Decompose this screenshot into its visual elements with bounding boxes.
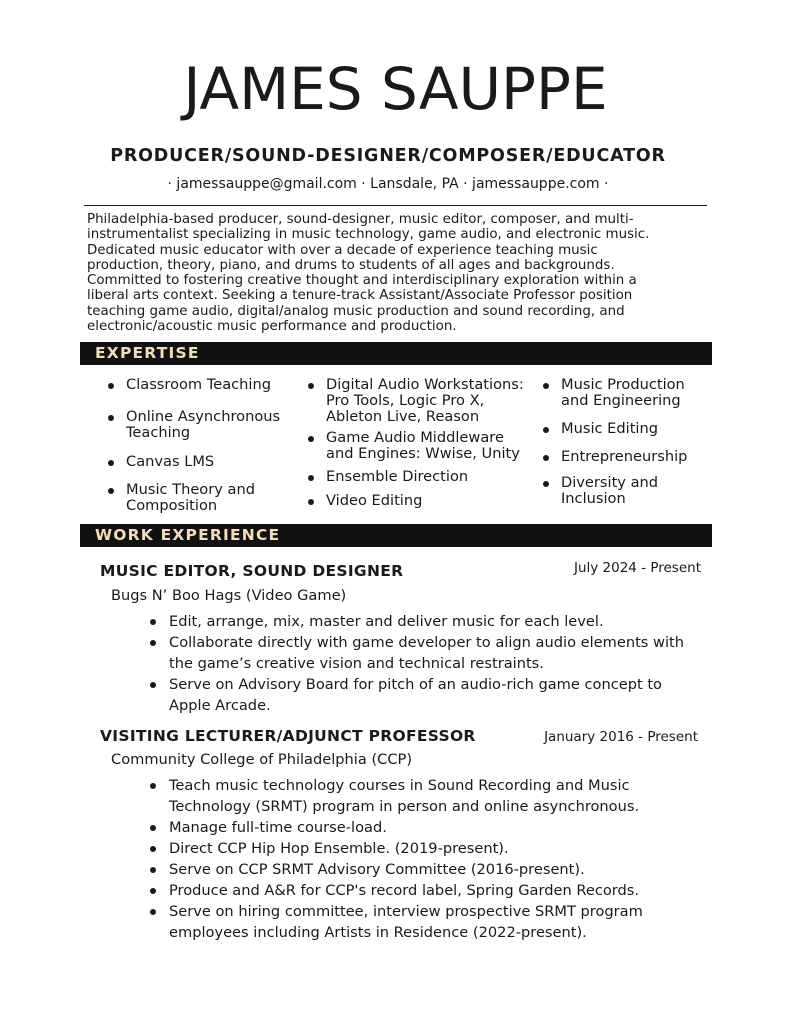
summary-line: electronic/acoustic music performance and production. bbox=[87, 319, 457, 335]
expertise-section-header bbox=[80, 342, 712, 365]
expertise-item: Classroom Teaching bbox=[106, 377, 296, 393]
expertise-column-2 bbox=[306, 377, 536, 509]
expertise-item: Diversity and Inclusion bbox=[541, 475, 711, 507]
expertise-item: Music Theory and Composition bbox=[106, 482, 296, 514]
expertise-item: Canvas LMS bbox=[106, 454, 296, 470]
contact-line: · jamessauppe@gmail.com · Lansdale, PA · jamessauppe.com · bbox=[167, 176, 609, 192]
work-heading: WORK EXPERIENCE bbox=[95, 526, 281, 544]
job-title: VISITING LECTURER/ADJUNCT PROFESSOR bbox=[100, 727, 476, 745]
job-duties bbox=[147, 775, 707, 943]
duty-item: Serve on CCP SRMT Advisory Committee (2016-present). bbox=[147, 859, 707, 880]
expertise-item: Ensemble Direction bbox=[306, 469, 536, 485]
expertise-item: Digital Audio Workstations: Pro Tools, Logic Pro X, Ableton Live, Reason bbox=[306, 377, 536, 425]
duty-item: Edit, arrange, mix, master and deliver music for each level. bbox=[147, 611, 707, 632]
duty-item: Collaborate directly with game developer to align audio elements with the game’s creative vision and technical restraints. bbox=[147, 632, 707, 674]
expertise-item: Video Editing bbox=[306, 493, 536, 509]
job-organization: Community College of Philadelphia (CCP) bbox=[111, 751, 413, 768]
expertise-column-3 bbox=[541, 377, 711, 507]
summary-line: teaching game audio, digital/analog music production and sound recording, and bbox=[87, 303, 625, 319]
job-duties bbox=[147, 611, 707, 716]
duty-item: Teach music technology courses in Sound Recording and Music Technology (SRMT) program in person and online asynchronous. bbox=[147, 775, 707, 817]
duty-item: Serve on Advisory Board for pitch of an audio-rich game concept to Apple Arcade. bbox=[147, 674, 707, 716]
expertise-item: Online Asynchronous Teaching bbox=[106, 409, 296, 441]
work-section-header bbox=[80, 524, 712, 547]
summary-line: Dedicated music educator with over a decade of experience teaching music bbox=[87, 242, 598, 258]
job-date: July 2024 - Present bbox=[573, 560, 701, 576]
duty-item: Serve on hiring committee, interview prospective SRMT program employees including Artists in Residence (2022-present). bbox=[147, 901, 707, 943]
candidate-name: JAMES SAUPPE bbox=[183, 55, 608, 123]
duty-item: Manage full-time course-load. bbox=[147, 817, 707, 838]
expertise-item: Music Editing bbox=[541, 421, 711, 437]
summary-line: Committed to fostering creative thought and interdisciplinary exploration within a bbox=[87, 273, 637, 289]
expertise-column-1 bbox=[106, 377, 296, 514]
expertise-item: Music Production and Engineering bbox=[541, 377, 711, 409]
job-title: MUSIC EDITOR, SOUND DESIGNER bbox=[100, 562, 404, 580]
summary bbox=[87, 212, 707, 334]
job-date: January 2016 - Present bbox=[544, 729, 698, 745]
duty-item: Produce and A&R for CCP's record label, Spring Garden Records. bbox=[147, 880, 707, 901]
summary-line: production, theory, piano, and drums to students of all ages and backgrounds. bbox=[87, 257, 615, 273]
duty-item: Direct CCP Hip Hop Ensemble. (2019-present). bbox=[147, 838, 707, 859]
summary-line: Philadelphia-based producer, sound-designer, music editor, composer, and multi- bbox=[87, 212, 634, 227]
summary-line: liberal arts context. Seeking a tenure-track Assistant/Associate Professor position bbox=[87, 288, 633, 304]
expertise-item: Game Audio Middleware and Engines: Wwise, Unity bbox=[306, 430, 536, 462]
job-organization: Bugs N’ Boo Hags (Video Game) bbox=[111, 587, 347, 604]
header-divider bbox=[84, 205, 707, 206]
expertise-item: Entrepreneurship bbox=[541, 449, 711, 465]
summary-line: instrumentalist specializing in music technology, game audio, and electronic music. bbox=[87, 227, 650, 243]
candidate-role: PRODUCER/SOUND-DESIGNER/COMPOSER/EDUCATOR bbox=[110, 146, 666, 166]
expertise-heading: EXPERTISE bbox=[95, 344, 200, 362]
